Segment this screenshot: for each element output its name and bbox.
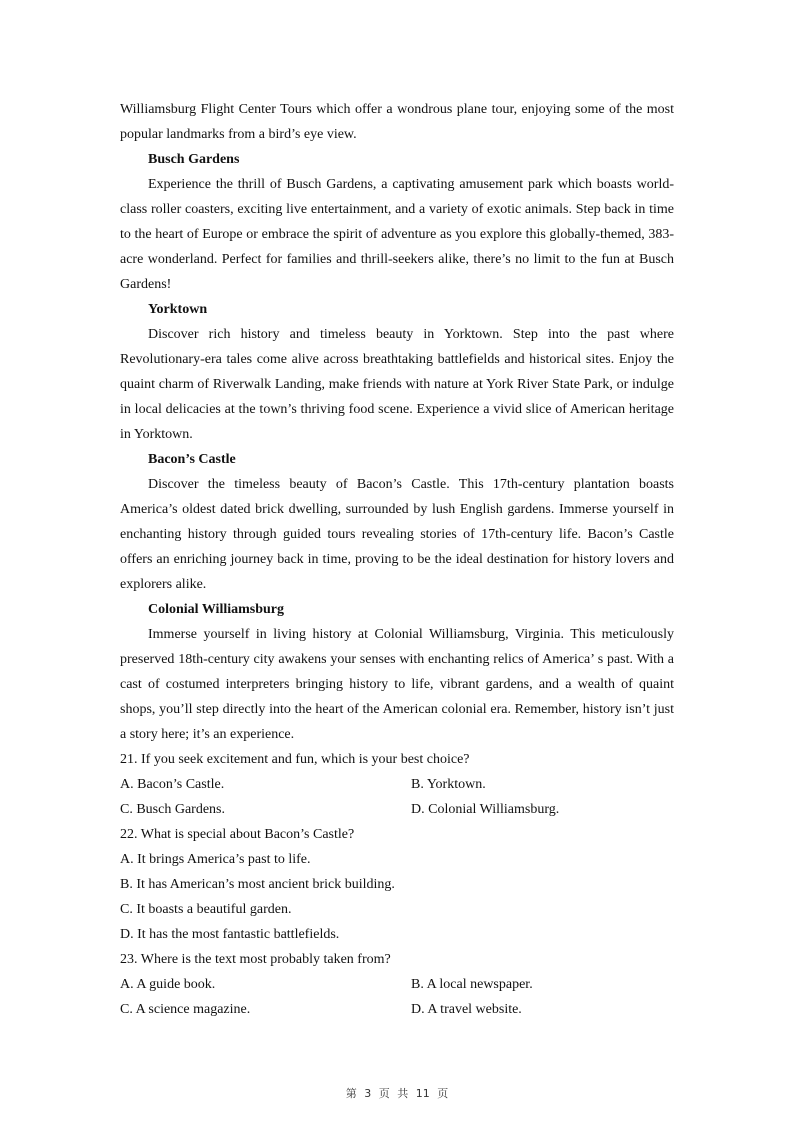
- option: B. It has American’s most ancient brick building.: [120, 877, 395, 892]
- question-23-options-row1: [120, 972, 674, 997]
- option: D. Colonial Williamsburg.: [411, 802, 560, 817]
- section-text-busch-gardens: Experience the thrill of Busch Gardens, a captivating amusement park which boasts world-class roller coasters, exciting live entertainment, and a variety of exotic animals. Step back in time to the heart of Europe or embrace the spirit of adventure as you explore this globally-themed, 383-acre wonderland. Perfect for families and thrill-seekers alike, there’s no limit to the fun at Busch Gardens!: [120, 177, 674, 292]
- option: A. A guide book.: [120, 977, 216, 992]
- document-body: [120, 97, 674, 1022]
- question-23: 23. Where is the text most probably taken from?: [120, 952, 391, 967]
- option: C. It boasts a beautiful garden.: [120, 902, 292, 917]
- question-21: 21. If you seek excitement and fun, which is your best choice?: [120, 752, 470, 767]
- option: C. Busch Gardens.: [120, 802, 225, 817]
- intro-paragraph: Williamsburg Flight Center Tours which offer a wondrous plane tour, enjoying some of the most popular landmarks from a bird’s eye view.: [120, 102, 674, 142]
- option: A. Bacon’s Castle.: [120, 777, 225, 792]
- option: D. It has the most fantastic battlefields.: [120, 927, 340, 942]
- question-21-options-row2: [120, 797, 674, 822]
- option: B. A local newspaper.: [411, 977, 533, 992]
- page-number-footer: 第 3 页 共 11 页: [345, 1087, 449, 1100]
- section-heading-colonial-williamsburg: Colonial Williamsburg: [148, 602, 285, 617]
- section-text-bacons-castle: Discover the timeless beauty of Bacon’s Castle. This 17th-century plantation boasts America’s oldest dated brick dwelling, surrounded by lush English gardens. Immerse yourself in enchanting history through guided tours revealing stories of 17th-century life. Bacon’s Castle offers an enriching journey back in time, proving to be the ideal destination for history lovers and explorers alike.: [120, 477, 674, 592]
- section-text-yorktown: Discover rich history and timeless beauty in Yorktown. Step into the past where Revolutionary-era tales come alive across breathtaking battlefields and historical sites. Enjoy the quaint charm of Riverwalk Landing, make friends with nature at York River State Park, or indulge in local delicacies at the town’s thriving food scene. Experience a vivid slice of American heritage in Yorktown.: [120, 327, 674, 442]
- question-22: 22. What is special about Bacon’s Castle?: [120, 827, 355, 842]
- section-heading-yorktown: Yorktown: [148, 302, 208, 317]
- option: A. It brings America’s past to life.: [120, 852, 311, 867]
- option: C. A science magazine.: [120, 1002, 251, 1017]
- question-23-options-row2: [120, 997, 674, 1022]
- section-heading-bacons-castle: Bacon’s Castle: [148, 452, 236, 467]
- question-21-options-row1: [120, 772, 674, 797]
- option: D. A travel website.: [411, 1002, 522, 1017]
- option: B. Yorktown.: [411, 777, 486, 792]
- section-heading-busch-gardens: Busch Gardens: [148, 152, 240, 167]
- section-text-colonial-williamsburg: Immerse yourself in living history at Colonial Williamsburg, Virginia. This meticulously preserved 18th-century city awakens your senses with enchanting relics of America’ s past. With a cast of costumed interpreters bringing history to life, vibrant gardens, and a wealth of quaint shops, you’ll step directly into the heart of the American colonial era. Remember, history isn’t just a story here; it’s an experience.: [120, 627, 674, 742]
